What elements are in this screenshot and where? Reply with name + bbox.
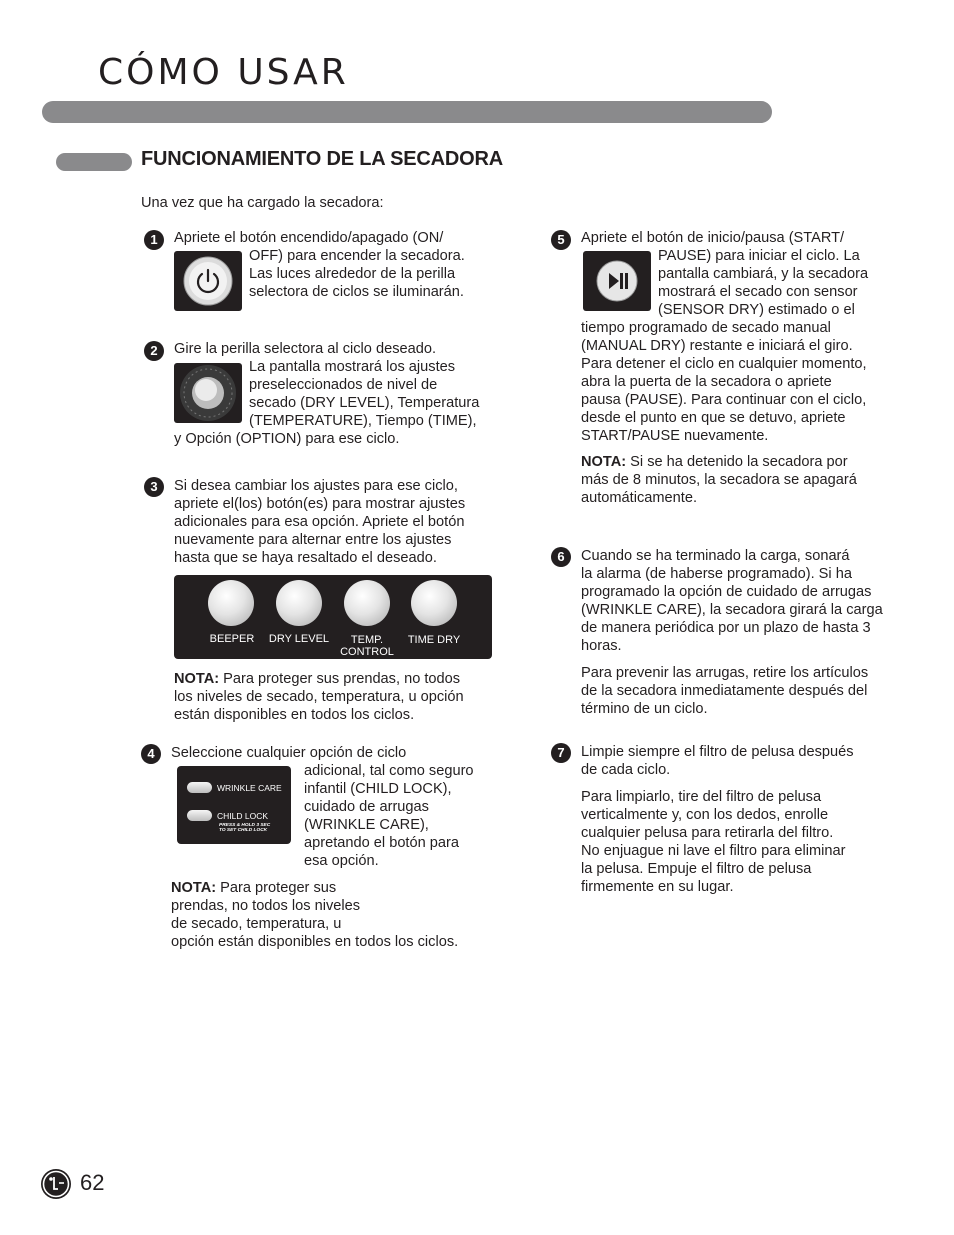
step-2-number: 2 — [144, 341, 164, 361]
step-2-line-1: Gire la perilla selectora al ciclo deseado. — [174, 341, 437, 357]
child-lock-button — [187, 810, 212, 821]
intro-text: Una vez que ha cargado la secadora: — [141, 195, 384, 211]
step-1-number: 1 — [144, 230, 164, 250]
step-7-line-1: Limpie siempre el filtro de pelusa después — [581, 744, 854, 760]
step-6-line-3: programado la opción de cuidado de arrugas — [581, 584, 872, 600]
step-6-line-1: Cuando se ha terminado la carga, sonará — [581, 548, 850, 564]
dry-level-label: DRY LEVEL — [268, 633, 330, 645]
step-4-line-6: apretando el botón para — [304, 835, 459, 851]
step-5-note-line-3: automáticamente. — [581, 490, 698, 506]
step-3-note-line-2: los niveles de secado, temperatura, u opción — [174, 689, 464, 705]
step-3-note-line-3: están disponibles en todos los ciclos. — [174, 707, 415, 723]
child-lock-label: CHILD LOCK — [217, 811, 269, 821]
time-dry-button — [411, 580, 457, 626]
step-1-line-4: selectora de ciclos se iluminarán. — [249, 284, 464, 300]
step-2-line-3: preseleccionados de nivel de — [249, 377, 438, 393]
control-label: CONTROL — [340, 646, 394, 658]
beeper-button — [208, 580, 254, 626]
step-1-line-2: OFF) para encender la secadora. — [249, 248, 465, 264]
step-7-line-2: de cada ciclo. — [581, 762, 671, 778]
section-title: FUNCIONAMIENTO DE LA SECADORA — [141, 148, 503, 170]
beeper-label: BEEPER — [209, 633, 255, 645]
step-4-line-2: adicional, tal como seguro — [304, 763, 474, 779]
play-pause-icon — [583, 251, 651, 311]
step-4-line-1: Seleccione cualquier opción de ciclo — [171, 745, 407, 761]
step-2-line-6: y Opción (OPTION) para ese ciclo. — [174, 431, 400, 447]
step-5-line-3: pantalla cambiará, y la secadora — [658, 266, 869, 282]
wrinkle-care-button — [187, 782, 212, 793]
step-7-extra-line-6: firmemente en su lugar. — [581, 879, 734, 895]
step-7-extra-line-5: la pelusa. Empuje el filtro de pelusa — [581, 861, 812, 877]
step-7-extra-line-1: Para limpiarlo, tire del filtro de pelusa — [581, 789, 822, 805]
step-4-note-line-4: opción están disponibles en todos los ciclos. — [171, 934, 459, 950]
step-4-note-line-1: NOTA: Para proteger sus — [171, 880, 337, 896]
step-7-extra-line-3: cualquier pelusa para retirarla del filtro. — [581, 825, 834, 841]
step-5-line-9: abra la puerta de la secadora o apriete — [581, 374, 832, 390]
step-5-line-4: mostrará el secado con sensor — [658, 284, 858, 300]
step-5-line-1: Apriete el botón de inicio/pausa (START/ — [581, 230, 845, 246]
step-5-number: 5 — [551, 230, 571, 250]
step-6-number: 6 — [551, 547, 571, 567]
step-3-line-3: adicionales para esa opción. Apriete el botón — [174, 514, 465, 530]
step-5-line-8: Para detener el ciclo en cualquier momento, — [581, 356, 867, 372]
step-4-note-line-3: de secado, temperatura, u — [171, 916, 342, 932]
step-6-line-2: la alarma (de haberse programado). Si ha — [581, 566, 852, 582]
step-5-line-7: (MANUAL DRY) restante e iniciará el giro. — [581, 338, 853, 354]
step-6-line-4: (WRINKLE CARE), la secadora girará la carga — [581, 602, 883, 618]
step-6-line-6: horas. — [581, 638, 622, 654]
step-2-line-4: secado (DRY LEVEL), Temperatura — [249, 395, 480, 411]
step-5-line-11: desde el punto en que se detuvo, apriete — [581, 410, 846, 426]
step-5-line-2: PAUSE) para iniciar el ciclo. La — [658, 248, 860, 264]
step-3-note-line-1: NOTA: Para proteger sus prendas, no todos — [174, 671, 461, 687]
step-2-line-5: (TEMPERATURE), Tiempo (TIME), — [249, 413, 477, 429]
step-5-note-line-2: más de 8 minutos, la secadora se apagará — [581, 472, 857, 488]
step-4-line-3: infantil (CHILD LOCK), — [304, 781, 452, 797]
header-bar — [42, 101, 772, 123]
step-6-extra-line-1: Para prevenir las arrugas, retire los artículos — [581, 665, 869, 681]
step-1-line-3: Las luces alrededor de la perilla — [249, 266, 456, 282]
step-3-line-4: nuevamente para alternar entre los ajustes — [174, 532, 452, 548]
step-6-line-5: de manera periódica por un plazo de hasta 3 — [581, 620, 871, 636]
step-4-number: 4 — [141, 744, 161, 764]
step-1-line-1: Apriete el botón encendido/apagado (ON/ — [174, 230, 444, 246]
step-4-line-7: esa opción. — [304, 853, 379, 869]
wrinkle-care-label: WRINKLE CARE — [217, 783, 282, 793]
cycle-selector-knob-icon — [174, 363, 242, 423]
step-3-number: 3 — [144, 477, 164, 497]
page-title: CÓMO USAR — [98, 52, 349, 93]
child-lock-hint-1: PRESS & HOLD 3 SEC — [219, 823, 271, 828]
step-4-note-line-2: prendas, no todos los niveles — [171, 898, 361, 914]
time-dry-label: TIME DRY — [407, 634, 461, 646]
step-3-line-2: apriete el(los) botón(es) para mostrar ajustes — [174, 496, 466, 512]
option-panel — [177, 766, 291, 844]
step-2-line-2: La pantalla mostrará los ajustes — [249, 359, 456, 375]
step-4-line-5: (WRINKLE CARE), — [304, 817, 429, 833]
step-3-line-5: hasta que se haya resaltado el deseado. — [174, 550, 437, 566]
step-3-line-1: Si desea cambiar los ajustes para ese ciclo, — [174, 478, 458, 494]
step-6-extra-line-2: de la secadora inmediatamente después del — [581, 683, 868, 699]
dry-level-button — [276, 580, 322, 626]
step-7-number: 7 — [551, 743, 571, 763]
lg-logo-icon — [40, 1168, 72, 1200]
step-7-extra-line-2: verticalmente y, con los dedos, enrolle — [581, 807, 829, 823]
temp-label: TEMP. — [350, 634, 384, 646]
step-7-extra-line-4: No enjuague ni lave el filtro para eliminar — [581, 843, 846, 859]
step-5-line-5: (SENSOR DRY) estimado o el — [658, 302, 855, 318]
step-5-line-6: tiempo programado de secado manual — [581, 320, 831, 336]
page-number: 62 — [80, 1170, 105, 1195]
child-lock-hint-2: TO SET CHILD LOCK — [219, 828, 268, 833]
temp-control-button — [344, 580, 390, 626]
power-icon — [174, 251, 242, 311]
step-5-note-line-1: NOTA: Si se ha detenido la secadora por — [581, 454, 848, 470]
step-6-extra-line-3: término de un ciclo. — [581, 701, 708, 717]
step-5-line-10: pausa (PAUSE). Para continuar con el ciclo, — [581, 392, 867, 408]
step-5-line-12: START/PAUSE nuevamente. — [581, 428, 769, 444]
control-panel-buttons — [174, 575, 492, 659]
step-4-line-4: cuidado de arrugas — [304, 799, 429, 815]
section-pill — [56, 153, 132, 171]
